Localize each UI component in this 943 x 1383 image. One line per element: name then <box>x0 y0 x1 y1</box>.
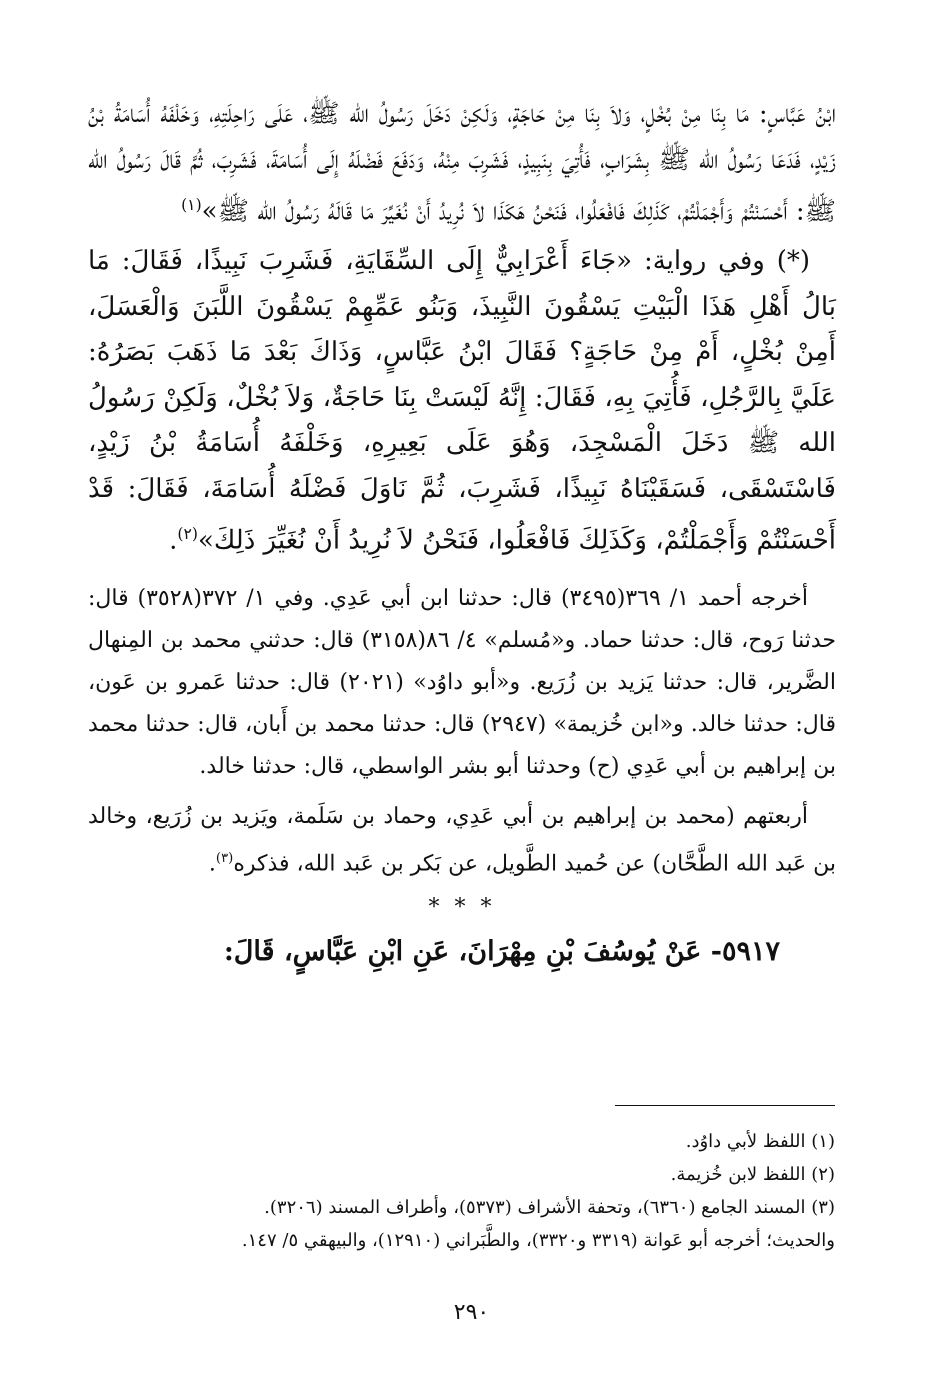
footnote-1: (١) اللفظ لأبي داوُد. <box>685 1131 835 1152</box>
takhrij-paragraph-2 <box>88 796 836 885</box>
hadith-paragraph-1-text: ابْنُ عَبَّاسٍ: مَا بِنَا مِنْ بُخْلٍ، وَلاَ بِنَا مِنْ حَاجَةٍ، وَلَكِنْ دَخَلَ رَسُولُ الله ﷺ، عَلَى رَاحِلَتِهِ، وَخَلْفَهُ أُسَامَةُ بْنُ زَيْدٍ، فَدَعَا رَسُولُ الله ﷺ بِشَرَابٍ، فَأُتِيَ بِنَبِيذٍ، فَشَرِبَ مِنْهُ، وَدَفَعَ فَضْلَهُ إِلَى أُسَامَةَ، فَشَرِبَ، ثُمَّ قَالَ رَسُولُ الله ﷺ: أَحْسَنْتُمْ وَأَجْمَلْتُمْ، كَذَلِكَ فَافْعَلُوا، فَنَحْنُ هَكَذَا لاَ نُرِيدُ أَنْ نُغَيِّرَ مَا قَالَهُ رَسُولُ الله ﷺ» <box>88 99 836 227</box>
footnote-ref-3: (٣) <box>215 851 234 867</box>
hadith-paragraph-1 <box>88 92 836 235</box>
hadith-paragraph-2-text: (*) وفي رواية: «جَاءَ أَعْرَابِيٌّ إِلَى السِّقَايَةِ، فَشَرِبَ نَبِيذًا، فَقَالَ: مَا بَالُ أَهْلِ هَذَا الْبَيْتِ يَسْقُونَ النَّبِيذَ، وَبَنُو عَمِّهِمْ يَسْقُونَ اللَّبَنَ وَالْعَسَلَ، أَمِنْ بُخْلٍ، أَمْ مِنْ حَاجَةٍ؟ فَقَالَ ابْنُ عَبَّاسٍ، وَذَاكَ بَعْدَ مَا ذَهَبَ بَصَرُهُ: عَلَيَّ بِالرَّجُلِ، فَأُتِيَ بِهِ، فَقَالَ: إِنَّهُ لَيْسَتْ بِنَا حَاجَةٌ، وَلاَ بُخْلٌ، وَلَكِنْ رَسُولُ الله ﷺ دَخَلَ الْمَسْجِدَ، وَهُوَ عَلَى بَعِيرِهِ، وَخَلْفَهُ أُسَامَةُ بْنُ زَيْدٍ، فَاسْتَسْقَى، فَسَقَيْنَاهُ نَبِيذًا، فَشَرِبَ، ثُمَّ نَاوَلَ فَضْلَهُ أُسَامَةَ، فَقَالَ: قَدْ أَحْسَنْتُمْ وَأَجْمَلْتُمْ، وَكَذَلِكَ فَافْعَلُوا، فَنَحْنُ لاَ نُرِيدُ أَنْ نُغَيِّرَ ذَلِكَ» <box>88 246 836 556</box>
takhrij-section <box>88 578 836 885</box>
hadith-paragraph-2 <box>88 239 836 564</box>
takhrij-paragraph-2-end: . <box>208 851 216 877</box>
takhrij-paragraph-2-text: أربعتهم (محمد بن إبراهيم بن أبي عَدِي، وحماد بن سَلَمة، ويَزيد بن زُرَيع، وخالد بن عَبد الله الطَّحَّان) عن حُميد الطَّويل، عن بَكر بن عَبد الله، فذكره <box>88 804 836 877</box>
page-number: ٢٩٠ <box>453 1300 490 1325</box>
section-separator: * * * <box>428 894 496 920</box>
hadith-text <box>88 92 836 564</box>
footnotes <box>135 1125 835 1257</box>
page-body <box>88 92 836 974</box>
hadith-paragraph-2-end: . <box>169 525 178 556</box>
footnote-3-continued: والحديث؛ أخرجه أبو عَوانة (٣٣١٩ و٣٣٢٠)، والطَّبَراني (١٢٩١٠)، والبيهقي ٥/ ١٤٧. <box>241 1230 835 1251</box>
footnote-3: (٣) المسند الجامع (٦٣٦٠)، وتحفة الأشراف (٥٣٧٣)، وأطراف المسند (٣٢٠٦). <box>264 1197 835 1218</box>
footnote-divider <box>615 1105 835 1106</box>
footnote-ref-2: (٢) <box>177 525 198 544</box>
footnote-2: (٢) اللفظ لابن خُزيمة. <box>670 1164 835 1185</box>
takhrij-paragraph-1: أخرجه أحمد ١/ ٣٦٩(٣٤٩٥) قال: حدثنا ابن أبي عَدِي. وفي ١/ ٣٧٢(٣٥٢٨) قال: حدثنا رَوح، قال: حدثنا حماد. و«مُسلم» ٤/ ٨٦(٣١٥٨) قال: حدثني محمد بن المِنهال الضَّرير، قال: حدثنا يَزيد بن زُرَيع. و«أبو داوُد» (٢٠٢١) قال: حدثنا عَمرو بن عَون، قال: حدثنا خالد. و«ابن خُزيمة» (٢٩٤٧) قال: حدثنا محمد بن أَبان، قال: حدثنا محمد بن إبراهيم بن أبي عَدِي (ح) وحدثنا أبو بشر الواسطي، قال: حدثنا خالد. <box>88 586 837 780</box>
next-hadith-heading: ٥٩١٧- عَنْ يُوسُفَ بْنِ مِهْرَانَ، عَنِ ابْنِ عَبَّاسٍ، قَالَ: <box>223 935 780 967</box>
footnote-ref-1: (١) <box>181 196 202 214</box>
